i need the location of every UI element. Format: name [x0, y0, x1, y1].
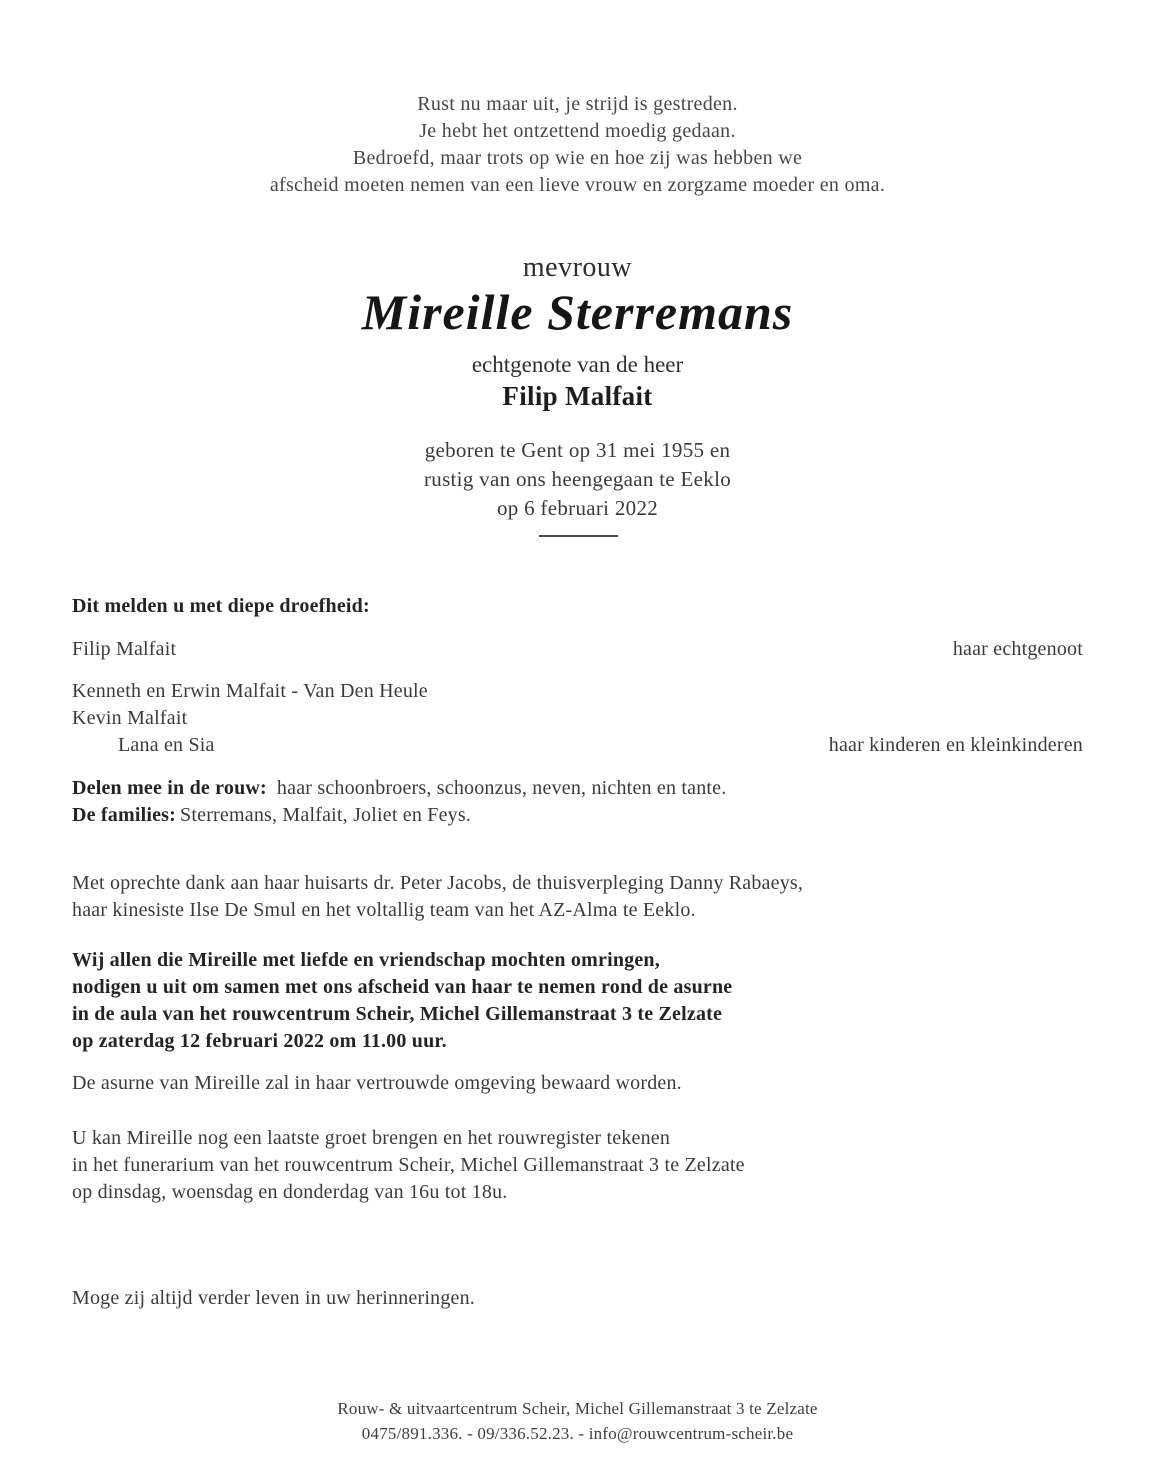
husband-name: Filip Malfait	[72, 638, 177, 660]
invitation-line: nodigen u uit om samen met ons afscheid van haar te nemen rond de asurne	[72, 976, 733, 998]
poem-line: Bedroefd, maar trots op wie en hoe zij was hebben we	[352, 147, 803, 169]
closing-line: Moge zij altijd verder leven in uw herinneringen.	[72, 1287, 476, 1309]
grandchildren-line: Lana en Sia	[118, 734, 215, 756]
register-paragraph	[72, 1125, 745, 1206]
children-line: Kenneth en Erwin Malfait - Van Den Heule	[72, 680, 428, 702]
poem-line: Je hebt het ontzettend moedig gedaan.	[419, 120, 736, 142]
register-line: op dinsdag, woensdag en donderdag van 16u tot 18u.	[72, 1181, 508, 1203]
sharing-section	[72, 775, 726, 829]
spouse-name: Filip Malfait	[502, 381, 653, 411]
sharing-line	[72, 775, 726, 802]
title-prefix: mevrouw	[522, 252, 633, 283]
opening-poem	[0, 91, 1155, 199]
urn-note: De asurne van Mireille zal in haar vertrouwde omgeving bewaard worden.	[72, 1072, 682, 1094]
footer-address-line: Rouw- & uitvaartcentrum Scheir, Michel Gillemanstraat 3 te Zelzate	[337, 1399, 818, 1418]
death-date-line: op 6 februari 2022	[496, 496, 659, 520]
register-line: U kan Mireille nog een laatste groet brengen en het rouwregister tekenen	[72, 1127, 671, 1149]
announcement-header: Dit melden u met diepe droefheid:	[72, 595, 370, 617]
poem-line: afscheid moeten nemen van een lieve vrouw en zorgzame moeder en oma.	[269, 174, 886, 196]
invitation-line: Wij allen die Mireille met liefde en vriendschap mochten omringen,	[72, 949, 660, 971]
birth-line: geboren te Gent op 31 mei 1955 en	[424, 438, 731, 462]
children-list	[72, 678, 428, 759]
invitation-line: op zaterdag 12 februari 2022 om 11.00 uur.	[72, 1030, 447, 1052]
thanks-line: Met oprechte dank aan haar huisarts dr. Peter Jacobs, de thuisverpleging Danny Rabaeys,	[72, 872, 804, 894]
invitation-paragraph	[72, 947, 732, 1055]
death-place-line: rustig van ons heengegaan te Eeklo	[423, 467, 732, 491]
families-label: De families:	[72, 804, 177, 826]
life-dates	[0, 436, 1155, 523]
divider-line	[539, 535, 618, 537]
families-text: Sterremans, Malfait, Joliet en Feys.	[180, 804, 472, 826]
husband-relation: haar echtgenoot	[952, 638, 1083, 660]
poem-line: Rust nu maar uit, je strijd is gestreden.	[417, 93, 738, 115]
children-relation: haar kinderen en kleinkinderen	[828, 734, 1083, 756]
sharing-label: Delen mee in de rouw:	[72, 777, 267, 799]
families-line	[72, 802, 726, 829]
children-line: Kevin Malfait	[72, 707, 188, 729]
invitation-line: in de aula van het rouwcentrum Scheir, Michel Gillemanstraat 3 te Zelzate	[72, 1003, 723, 1025]
thanks-line: haar kinesiste Ilse De Smul en het voltallig team van het AZ-Alma te Eeklo.	[72, 899, 696, 921]
register-line: in het funerarium van het rouwcentrum Scheir, Michel Gillemanstraat 3 te Zelzate	[72, 1154, 745, 1176]
deceased-name: Mireille Sterremans	[361, 284, 794, 340]
thanks-paragraph	[72, 870, 803, 924]
sharing-text: haar schoonbroers, schoonzus, neven, nichten en tante.	[276, 777, 727, 799]
footer-contact-line: 0475/891.336. - 09/336.52.23. - info@rouwcentrum-scheir.be	[361, 1424, 794, 1443]
title-relation: echtgenote van de heer	[471, 352, 684, 377]
funeral-home-footer	[0, 1396, 1155, 1446]
